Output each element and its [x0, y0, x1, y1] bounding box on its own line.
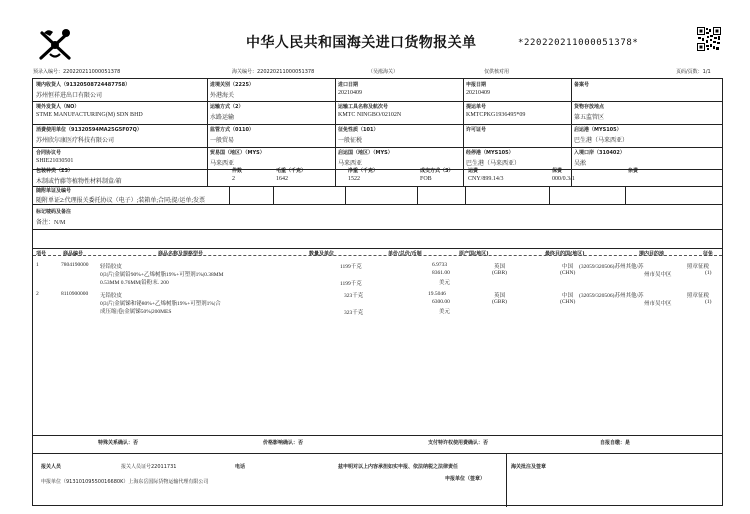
record-number-label: 备案号 — [574, 82, 590, 88]
transport-mode-value: 水路运输 — [210, 115, 235, 121]
consignee-label: 境内收货人（91320508724487758） — [36, 82, 131, 88]
header-origin: 原产国(地区) — [459, 251, 489, 257]
customs-emblem-icon — [36, 27, 74, 63]
storage-place-value: 第五监管区 — [574, 115, 605, 121]
declaration-form — [32, 78, 723, 506]
net-weight-value: 1522 — [348, 176, 360, 182]
insurance-label: 保费 — [552, 168, 563, 174]
deal-mode-value: FOB — [420, 176, 432, 182]
customs-number: 海关编号：220220211000051378 — [232, 69, 315, 75]
tax-nature-label: 征免性质（101） — [338, 127, 379, 133]
row-destination-code: (CHN) — [560, 299, 576, 305]
row-domestic-1: (32059/320506)苏州其他/苏 — [579, 264, 644, 270]
row-name: 无铅胶皮 — [100, 293, 123, 299]
package-type-label: 包装种类（23） — [36, 168, 73, 174]
entry-port-value: 吴淞 — [574, 161, 587, 167]
trade-country-value: 马来西亚 — [210, 161, 235, 167]
row-qty-1: 323千克 — [344, 293, 364, 299]
departure-port-value: 巴生港（马来西亚） — [574, 138, 629, 144]
gross-weight-label: 毛重（千克） — [276, 168, 307, 174]
row-total: 6300.00 — [432, 299, 450, 305]
vehicle-label: 运输工具名称及航次号 — [338, 104, 389, 110]
row-currency: 美元 — [439, 280, 451, 286]
license-label: 许可证号 — [466, 127, 487, 133]
royalty-confirm: 支付特许权使用费确认：否 — [428, 440, 489, 446]
stop-port-value: 巴生港（马来西亚） — [466, 161, 521, 167]
consumer-unit-label: 消费使用单位（91320594MA25G5F07Q） — [36, 127, 142, 133]
row-destination: 中国 — [562, 264, 574, 270]
tax-nature-value: 一般征税 — [338, 138, 363, 144]
trade-country-label: 贸易国（地区）（MYS） — [210, 150, 265, 156]
remarks-value: 备注：N/M — [36, 220, 66, 226]
row-qty-2: 323千克 — [344, 310, 364, 316]
storage-place-label: 货物存放地点 — [574, 104, 605, 110]
entry-customs-label: 进境关别（2225） — [210, 82, 254, 88]
row-origin: 英国 — [494, 264, 506, 270]
row-levy-2: (1) — [705, 270, 712, 276]
row-destination-code: (CHN) — [560, 270, 576, 276]
supervision-value: 一般贸易 — [210, 138, 235, 144]
row-unit-price: 19.5046 — [428, 291, 446, 297]
row-origin-code: (GBR) — [492, 270, 507, 276]
self-pay-confirm: 自报自缴：是 — [600, 440, 631, 446]
row-unit-price: 6.9733 — [432, 262, 448, 268]
freight-value: CNY/899.14/3 — [468, 176, 504, 182]
vehicle-value: KMTC NINGBO/02102N — [338, 112, 402, 118]
row-domestic-2: 州市吴中区 — [644, 272, 672, 278]
phone-label: 电话 — [235, 464, 246, 470]
insurance-value: 000/0.3/1 — [552, 176, 575, 182]
net-weight-label: 净重（千克） — [348, 168, 379, 174]
declare-date-value: 20210409 — [466, 90, 490, 96]
bill-of-lading-value: KMTCPKG1936495*09 — [466, 112, 526, 118]
consignor-label: 境外发货人（NO） — [36, 104, 80, 110]
origin-country-value: 马来西亚 — [338, 161, 363, 167]
row-destination: 中国 — [562, 293, 574, 299]
row-levy-1: 照章征税 — [687, 293, 710, 299]
freight-label: 运费 — [468, 168, 479, 174]
documents-value: 随附单证2:代理报关委托协议（电子）;装箱单;合同;提/运单;发票 — [36, 198, 206, 204]
transport-mode-label: 运输方式（2） — [210, 104, 244, 110]
qr-code-icon — [697, 27, 721, 51]
barcode-text: *220220211000051378* — [518, 38, 639, 48]
row-no: 2 — [36, 291, 39, 297]
origin-country-label: 启运国（地区）（MYS） — [338, 150, 393, 156]
declarant-label: 报关人员 — [41, 464, 62, 470]
row-name: 轻铅胶皮 — [100, 264, 123, 270]
entry-customs-value: 外港海关 — [210, 93, 235, 99]
price-influence-confirm: 价格影响确认：否 — [263, 440, 304, 446]
row-domestic-1: (32059/320506)苏州其他/苏 — [579, 293, 644, 299]
customs-annotation-label: 海关批注及签章 — [511, 464, 547, 470]
header-quantity: 数量及单位 — [309, 251, 335, 257]
gross-weight-value: 1642 — [276, 176, 288, 182]
page-count: 页码/页数：1/1 — [676, 69, 711, 75]
row-code: 8110900000 — [61, 291, 89, 297]
pieces-value: 2 — [232, 176, 235, 182]
row-no: 1 — [36, 262, 39, 268]
declaring-unit-stamp: 申报单位（签章） — [445, 476, 486, 482]
consignee-value: 苏州恒祥进出口有限公司 — [36, 93, 103, 99]
row-levy-2: (1) — [705, 299, 712, 305]
row-origin-code: (GBR) — [492, 299, 507, 305]
row-currency: 美元 — [439, 309, 451, 315]
contract-label: 合同协议号 — [36, 150, 62, 156]
departure-port-label: 启运港（MYS105） — [574, 127, 622, 133]
header-item-no: 项号 — [36, 251, 47, 257]
document-title: 中华人民共和国海关进口货物报关单 — [246, 35, 477, 51]
row-spec-1: 0|3|片|金属锑和铋80%+乙烯树脂19%+可塑剂1%|合 — [100, 301, 221, 307]
header-price: 单价/总价/币制 — [388, 251, 422, 257]
consumer-unit-value: 苏州欣尔康医疗科技有限公司 — [36, 138, 115, 144]
import-date-label: 进口日期 — [338, 82, 359, 88]
row-qty-2: 1199千克 — [340, 281, 362, 287]
stop-port-label: 经停港（MYS105） — [466, 150, 514, 156]
special-relationship-confirm: 特殊关系确认：否 — [98, 440, 139, 446]
pre-entry-number: 预录入编号：220220211000051378 — [33, 69, 121, 75]
contract-value: SHIE21030501 — [36, 158, 74, 164]
package-type-value: 木制或竹藤等植物性材料制盒/箱 — [36, 179, 122, 185]
header-destination: 最终目的国(地区) — [545, 251, 585, 257]
row-levy-1: 照章征税 — [687, 264, 710, 270]
bill-of-lading-label: 提运单号 — [466, 104, 487, 110]
declarant-cert: 报关人员证号22011731 — [121, 464, 177, 470]
row-spec-2: 0.53MM 0.76MM|铅粉末. 200 — [100, 280, 169, 286]
declaration-statement: 兹申明对以上内容承担如实申报、依法纳税之法律责任 — [338, 464, 459, 470]
customs-name: （吴淞海关） — [368, 69, 399, 75]
consignor-value: STME MANUFACTURING(M) SDN BHD — [36, 112, 143, 118]
declare-date-label: 申报日期 — [466, 82, 487, 88]
documents-label: 随附单证及编号 — [36, 188, 72, 194]
declaring-unit: 申报单位（91310109550016680K）上海东岳国际货物运输代理有限公司 — [41, 479, 209, 485]
row-spec-1: 0|3|片|金属铅90%+乙烯树脂19%+可塑剂1%|0.38MM — [100, 272, 224, 278]
pieces-label: 件数 — [232, 168, 243, 174]
verify-only-note: 仅供核对用 — [484, 69, 510, 75]
header-domestic-dest: 境内目的地 — [639, 251, 665, 257]
header-goods-name: 商品名称及规格型号 — [158, 251, 204, 257]
misc-fee-label: 杂费 — [628, 168, 639, 174]
import-date-value: 20210409 — [338, 90, 362, 96]
header-goods-code: 商品编号 — [63, 251, 84, 257]
remarks-label: 标记唛码及备注 — [36, 209, 72, 215]
deal-mode-label: 成交方式（3） — [420, 168, 454, 174]
row-qty-1: 1199千克 — [340, 264, 362, 270]
row-code: 7804190000 — [61, 262, 89, 268]
row-origin: 英国 — [494, 293, 506, 299]
row-total: 8361.00 — [432, 270, 450, 276]
header-levy: 征免 — [703, 251, 714, 257]
row-domestic-2: 州市吴中区 — [644, 301, 672, 307]
row-spec-2: 成压缩|卷|金属锑50%|200MES — [100, 309, 172, 315]
supervision-label: 监管方式（0110） — [210, 127, 254, 133]
entry-port-label: 入境口岸（310402） — [574, 150, 625, 156]
